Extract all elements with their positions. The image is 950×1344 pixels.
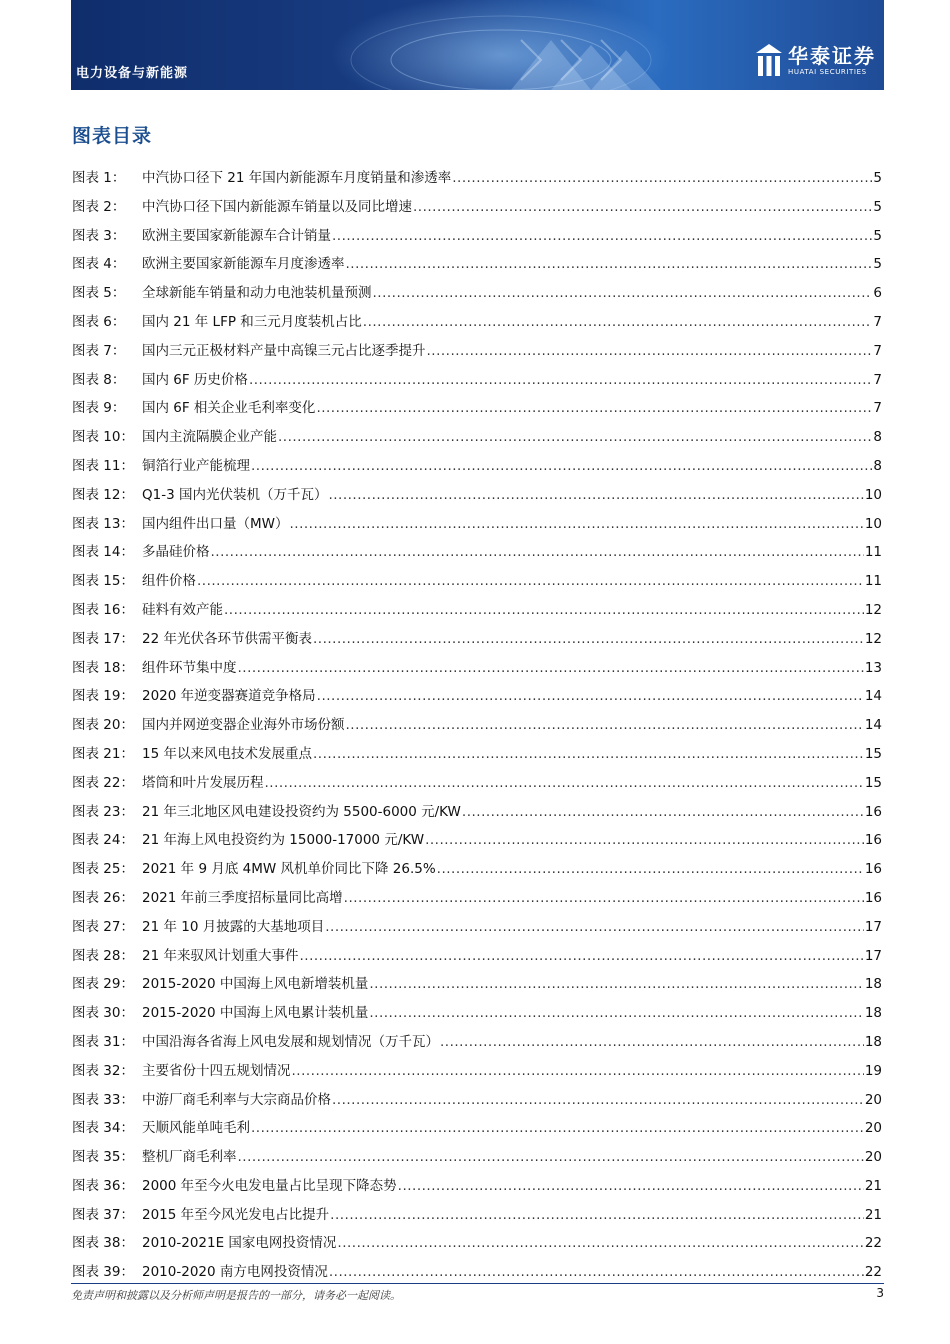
toc-entry[interactable]: [72, 625, 882, 654]
toc-entry[interactable]: [72, 769, 882, 798]
toc-entry-label: 图表 16：: [72, 601, 134, 618]
toc-entry[interactable]: [72, 855, 882, 884]
toc-entry-label: 图表 2：: [72, 198, 126, 215]
toc-entry-page: 5: [873, 198, 882, 215]
toc-leader-dots: [332, 222, 872, 251]
toc-entry-page: 18: [864, 976, 882, 993]
toc-leader-dots: [437, 855, 864, 884]
toc-entry[interactable]: [72, 884, 882, 913]
toc-entry-label: 图表 17：: [72, 630, 134, 647]
toc-leader-dots: [251, 452, 872, 481]
toc-entry-title: 欧洲主要国家新能源车合计销量: [142, 227, 331, 244]
toc-entry-label: 图表 30：: [72, 1005, 134, 1022]
toc-entry[interactable]: [72, 394, 882, 423]
toc-entry-title: 塔筒和叶片发展历程: [142, 774, 264, 791]
toc-entry-label: 图表 28：: [72, 947, 134, 964]
toc-leader-dots: [373, 279, 873, 308]
toc-leader-dots: [238, 1143, 864, 1172]
toc-entry-page: 16: [864, 803, 882, 820]
toc-entry-label: 图表 19：: [72, 688, 134, 705]
toc-entry-page: 16: [864, 832, 882, 849]
toc-entry-title: 欧洲主要国家新能源车月度渗透率: [142, 256, 345, 273]
toc-leader-dots: [316, 394, 872, 423]
toc-entry-page: 7: [873, 371, 882, 388]
toc-entry-title: 主要省份十四五规划情况: [142, 1062, 291, 1079]
toc-entry-page: 11: [864, 544, 882, 561]
toc-entry-page: 7: [873, 313, 882, 330]
toc-leader-dots: [427, 337, 873, 366]
toc-entry[interactable]: [72, 1172, 882, 1201]
toc-leader-dots: [332, 1086, 864, 1115]
toc-entry-page: 16: [864, 861, 882, 878]
toc-leader-dots: [290, 510, 864, 539]
toc-leader-dots: [452, 164, 872, 193]
toc-entry-title: 21 年海上风电投资约为 15000-17000 元/KW: [142, 832, 425, 849]
toc-entry[interactable]: [72, 1201, 882, 1230]
toc-leader-dots: [313, 740, 864, 769]
page-number: 3: [876, 1286, 884, 1300]
toc-entry-title: 中汽协口径下 21 年国内新能源车月度销量和渗透率: [142, 170, 452, 186]
toc-entry[interactable]: [72, 481, 882, 510]
toc-entry-title: 天顺风能单吨毛利: [142, 1120, 250, 1137]
toc-entry[interactable]: [72, 798, 882, 827]
toc-entry-title: 整机厂商毛利率: [142, 1149, 237, 1166]
toc-entry-label: 图表 35：: [72, 1149, 134, 1166]
toc-entry-label: 图表 14：: [72, 544, 134, 561]
toc-entry-title: 2020 年逆变器赛道竞争格局: [142, 688, 316, 705]
toc-entry-page: 8: [873, 429, 882, 446]
toc-entry[interactable]: [72, 1143, 882, 1172]
toc-entry[interactable]: [72, 711, 882, 740]
toc-entry-page: 5: [873, 170, 882, 186]
toc-leader-dots: [346, 250, 873, 279]
toc-entry-title: 国内组件出口量（MW）: [142, 515, 289, 532]
toc-entry-label: 图表 11：: [72, 457, 134, 474]
page-title: 图表目录: [72, 125, 153, 147]
footer-divider: [71, 1283, 884, 1284]
toc-entry-page: 13: [864, 659, 882, 676]
toc-leader-dots: [292, 1057, 864, 1086]
toc-entry[interactable]: [72, 942, 882, 971]
toc-entry[interactable]: [72, 567, 882, 596]
toc-entry-page: 8: [873, 457, 882, 474]
toc-entry[interactable]: [72, 740, 882, 769]
toc-entry-label: 图表 4：: [72, 256, 126, 273]
toc-leader-dots: [398, 1172, 864, 1201]
toc-leader-dots: [346, 711, 864, 740]
toc-entry-title: 硅料有效产能: [142, 601, 223, 618]
logo-mark-icon: [756, 44, 782, 78]
toc-entry[interactable]: [72, 337, 882, 366]
toc-entry-page: 12: [864, 630, 882, 647]
toc-entry-page: 7: [873, 400, 882, 417]
toc-entry-title: 中汽协口径下国内新能源车销量以及同比增速: [142, 198, 412, 215]
toc-leader-dots: [425, 826, 864, 855]
toc-entry[interactable]: [72, 250, 882, 279]
toc-entry-label: 图表 18：: [72, 659, 134, 676]
logo-english-text: HUATAI SECURITIES: [788, 68, 867, 76]
toc-entry-label: 图表 10：: [72, 429, 134, 446]
toc-leader-dots: [238, 654, 864, 683]
toc-entry-page: 20: [864, 1091, 882, 1108]
toc-entry-page: 7: [873, 342, 882, 359]
toc-entry-title: 2010-2021E 国家电网投资情况: [142, 1235, 337, 1252]
toc-entry[interactable]: [72, 164, 882, 193]
toc-entry-page: 5: [873, 256, 882, 273]
toc-leader-dots: [299, 942, 863, 971]
toc-entry[interactable]: [72, 1229, 882, 1258]
toc-entry-label: 图表 31：: [72, 1033, 134, 1050]
toc-entry[interactable]: [72, 279, 882, 308]
toc-entry-label: 图表 12：: [72, 486, 134, 503]
toc-entry[interactable]: [72, 308, 882, 337]
toc-leader-dots: [265, 769, 864, 798]
toc-entry[interactable]: [72, 999, 882, 1028]
toc-entry[interactable]: [72, 654, 882, 683]
toc-entry-title: Q1-3 国内光伏装机（万千瓦）: [142, 486, 328, 503]
toc-entry-label: 图表 9：: [72, 400, 126, 417]
section-label: 电力设备与新能源: [76, 66, 189, 81]
toc-entry-page: 15: [864, 745, 882, 762]
toc-entry-page: 10: [864, 515, 882, 532]
toc-entry-page: 20: [864, 1120, 882, 1137]
toc-leader-dots: [278, 423, 872, 452]
toc-entry[interactable]: [72, 366, 882, 395]
toc-entry[interactable]: [72, 452, 882, 481]
toc-entry[interactable]: [72, 510, 882, 539]
toc-entry-title: 21 年 10 月披露的大基地项目: [142, 918, 325, 935]
toc-entry-title: 21 年三北地区风电建设投资约为 5500-6000 元/KW: [142, 803, 461, 820]
toc-entry-label: 图表 27：: [72, 918, 134, 935]
toc-entry[interactable]: [72, 1028, 882, 1057]
toc-entry-label: 图表 21：: [72, 745, 134, 762]
toc-entry[interactable]: [72, 423, 882, 452]
toc-entry-title: 中游厂商毛利率与大宗商品价格: [142, 1091, 331, 1108]
toc-entry[interactable]: [72, 222, 882, 251]
toc-entry[interactable]: [72, 538, 882, 567]
toc-entry-page: 14: [864, 688, 882, 705]
toc-leader-dots: [317, 682, 864, 711]
toc-entry[interactable]: [72, 193, 882, 222]
toc-leader-dots: [440, 1028, 864, 1057]
toc-entry[interactable]: [72, 1114, 882, 1143]
header-banner: [71, 0, 884, 90]
table-of-figures: [72, 164, 882, 1287]
toc-entry-label: 图表 1：: [72, 170, 126, 186]
toc-entry-page: 5: [873, 227, 882, 244]
toc-entry-label: 图表 15：: [72, 573, 134, 590]
toc-entry-label: 图表 20：: [72, 717, 134, 734]
toc-entry-label: 图表 6：: [72, 313, 126, 330]
toc-entry-title: 22 年光伏各环节供需平衡表: [142, 630, 312, 647]
toc-entry-label: 图表 22：: [72, 774, 134, 791]
logo-chinese-text: 华泰证券: [788, 44, 876, 68]
toc-entry-page: 14: [864, 717, 882, 734]
toc-entry-page: 16: [864, 889, 882, 906]
toc-entry[interactable]: [72, 596, 882, 625]
toc-entry-title: 国内主流隔膜企业产能: [142, 429, 277, 446]
toc-entry-label: 图表 13：: [72, 515, 134, 532]
toc-entry-title: 国内 6F 相关企业毛利率变化: [142, 400, 316, 417]
toc-entry-title: 铜箔行业产能梳理: [142, 457, 250, 474]
toc-leader-dots: [325, 913, 864, 942]
toc-entry-page: 10: [864, 486, 882, 503]
toc-entry-label: 图表 25：: [72, 861, 134, 878]
toc-entry-page: 21: [864, 1206, 882, 1223]
toc-entry-title: 组件环节集中度: [142, 659, 237, 676]
toc-entry-title: 2015-2020 中国海上风电新增装机量: [142, 976, 369, 993]
toc-entry-page: 19: [864, 1062, 882, 1079]
toc-leader-dots: [462, 798, 864, 827]
toc-entry[interactable]: [72, 970, 882, 999]
toc-entry-title: 国内 6F 历史价格: [142, 371, 248, 388]
toc-entry-page: 15: [864, 774, 882, 791]
toc-entry-label: 图表 8：: [72, 371, 126, 388]
toc-leader-dots: [313, 625, 864, 654]
toc-leader-dots: [330, 1201, 864, 1230]
toc-leader-dots: [251, 1114, 864, 1143]
toc-leader-dots: [337, 1229, 863, 1258]
toc-entry-title: 2021 年前三季度招标量同比高增: [142, 889, 343, 906]
toc-entry-label: 图表 5：: [72, 285, 126, 302]
toc-entry-label: 图表 23：: [72, 803, 134, 820]
toc-entry-label: 图表 3：: [72, 227, 126, 244]
toc-entry-page: 17: [864, 947, 882, 964]
toc-entry-label: 图表 34：: [72, 1120, 134, 1137]
toc-entry-label: 图表 37：: [72, 1206, 134, 1223]
toc-entry-label: 图表 29：: [72, 976, 134, 993]
toc-entry-page: 11: [864, 573, 882, 590]
toc-leader-dots: [369, 970, 863, 999]
toc-entry-title: 21 年来驭风计划重大事件: [142, 947, 299, 964]
toc-entry-label: 图表 39：: [72, 1264, 134, 1281]
toc-leader-dots: [197, 567, 864, 596]
toc-entry[interactable]: [72, 826, 882, 855]
toc-entry-label: 图表 36：: [72, 1177, 134, 1194]
toc-entry-title: 多晶硅价格: [142, 544, 210, 561]
toc-entry-title: 2015-2020 中国海上风电累计装机量: [142, 1005, 369, 1022]
toc-entry-page: 12: [864, 601, 882, 618]
toc-leader-dots: [369, 999, 863, 1028]
toc-entry-title: 15 年以来风电技术发展重点: [142, 745, 312, 762]
toc-entry-label: 图表 26：: [72, 889, 134, 906]
toc-entry-label: 图表 32：: [72, 1062, 134, 1079]
toc-entry-page: 20: [864, 1149, 882, 1166]
toc-entry-page: 6: [873, 285, 882, 302]
toc-entry-title: 国内三元正极材料产量中高镍三元占比逐季提升: [142, 342, 426, 359]
toc-entry-title: 2021 年 9 月底 4MW 风机单价同比下降 26.5%: [142, 861, 436, 878]
toc-entry-page: 18: [864, 1033, 882, 1050]
toc-entry-title: 全球新能车销量和动力电池装机量预测: [142, 285, 372, 302]
toc-leader-dots: [363, 308, 873, 337]
toc-leader-dots: [328, 481, 863, 510]
toc-leader-dots: [224, 596, 864, 625]
toc-entry-title: 国内并网逆变器企业海外市场份额: [142, 717, 345, 734]
toc-entry-title: 2010-2020 南方电网投资情况: [142, 1264, 328, 1281]
toc-entry[interactable]: [72, 1086, 882, 1115]
toc-leader-dots: [344, 884, 864, 913]
toc-entry-title: 2000 年至今火电发电量占比呈现下降态势: [142, 1177, 397, 1194]
toc-entry-label: 图表 38：: [72, 1235, 134, 1252]
toc-entry-title: 中国沿海各省海上风电发展和规划情况（万千瓦）: [142, 1033, 439, 1050]
toc-entry-page: 22: [864, 1235, 882, 1252]
toc-entry-title: 国内 21 年 LFP 和三元月度装机占比: [142, 313, 362, 330]
toc-entry-page: 22: [864, 1264, 882, 1281]
toc-leader-dots: [413, 193, 872, 222]
disclaimer-note: 免责声明和披露以及分析师声明是报告的一部分，请务必一起阅读。: [71, 1289, 401, 1302]
toc-leader-dots: [249, 366, 872, 395]
toc-entry-label: 图表 7：: [72, 342, 126, 359]
toc-entry-page: 18: [864, 1005, 882, 1022]
toc-entry-label: 图表 24：: [72, 832, 134, 849]
toc-entry[interactable]: [72, 682, 882, 711]
toc-entry-page: 17: [864, 918, 882, 935]
toc-entry-title: 组件价格: [142, 573, 196, 590]
toc-leader-dots: [211, 538, 864, 567]
toc-entry-title: 2015 年至今风光发电占比提升: [142, 1206, 330, 1223]
toc-entry[interactable]: [72, 1057, 882, 1086]
huatai-logo: [756, 44, 876, 78]
toc-entry[interactable]: [72, 913, 882, 942]
toc-entry-label: 图表 33：: [72, 1091, 134, 1108]
toc-entry-page: 21: [864, 1177, 882, 1194]
